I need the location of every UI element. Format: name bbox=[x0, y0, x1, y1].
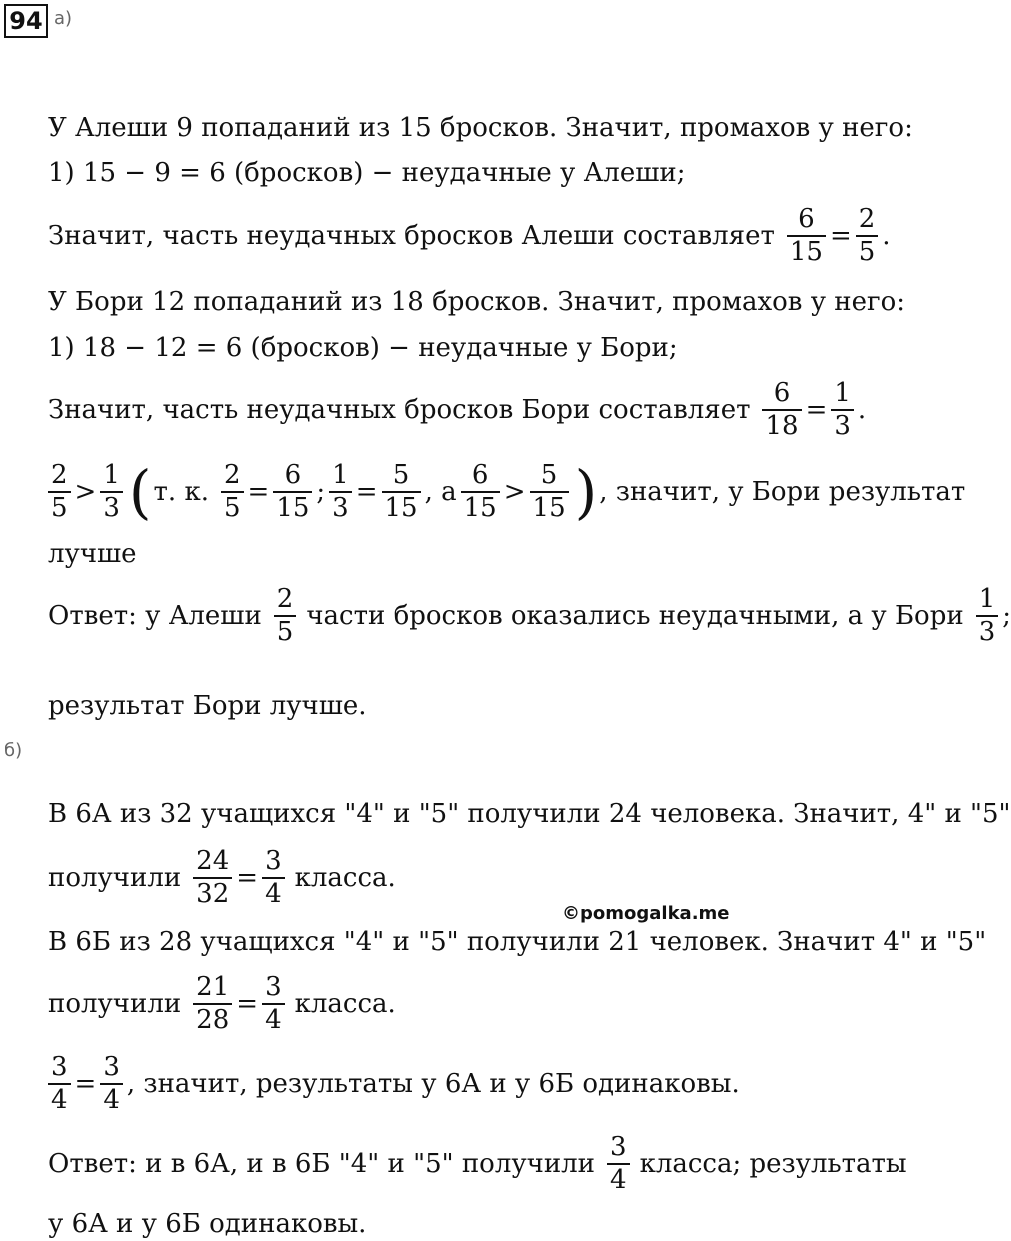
denominator: 4 bbox=[100, 1083, 123, 1114]
equals-sign: = bbox=[236, 863, 259, 894]
part-b-line-2 bbox=[48, 848, 396, 909]
text: Значит, часть неудачных бросков Алеши составляет bbox=[48, 221, 775, 252]
period: . bbox=[882, 221, 891, 252]
equals-sign: = bbox=[829, 221, 852, 252]
text: получили bbox=[48, 989, 182, 1020]
denominator: 3 bbox=[329, 491, 352, 522]
text-end: класса. bbox=[294, 863, 396, 894]
part-a-line-3 bbox=[48, 206, 891, 267]
numerator: 1 bbox=[834, 378, 851, 408]
numerator: 1 bbox=[978, 584, 996, 614]
text-end: класса. bbox=[294, 989, 396, 1020]
equals-sign: = bbox=[247, 477, 270, 508]
numerator: 6 bbox=[284, 460, 302, 490]
numerator: 24 bbox=[196, 846, 230, 876]
fraction bbox=[461, 462, 500, 523]
left-paren: ( bbox=[128, 458, 152, 527]
task-number: 94 bbox=[4, 4, 48, 38]
numerator: 1 bbox=[103, 460, 120, 490]
part-b-answer-continued: у 6А и у 6Б одинаковы. bbox=[48, 1209, 367, 1239]
numerator: 2 bbox=[51, 460, 68, 490]
greater-sign: > bbox=[74, 477, 97, 508]
denominator: 28 bbox=[193, 1003, 232, 1034]
equals-sign: = bbox=[74, 1069, 97, 1100]
fraction bbox=[329, 462, 352, 523]
part-b-line-4 bbox=[48, 974, 396, 1035]
equals-sign: = bbox=[355, 477, 378, 508]
watermark: ©pomogalka.me bbox=[562, 903, 730, 924]
answer-end: класса; результаты bbox=[639, 1149, 907, 1180]
equals-sign: = bbox=[805, 395, 828, 426]
numerator: 2 bbox=[223, 460, 241, 490]
denominator: 15 bbox=[382, 491, 421, 522]
fraction bbox=[262, 974, 285, 1035]
fraction bbox=[273, 462, 312, 523]
fraction bbox=[193, 974, 232, 1035]
part-a-label: а) bbox=[54, 8, 73, 29]
numerator: 6 bbox=[773, 378, 791, 408]
fraction bbox=[100, 1054, 123, 1115]
part-b-answer bbox=[48, 1134, 907, 1195]
semicolon: ; bbox=[316, 477, 326, 508]
comma-a: , а bbox=[424, 477, 457, 508]
semicolon: ; bbox=[1002, 601, 1011, 632]
part-b-line-1: В 6А из 32 учащихся "4" и "5" получили 24 человека. Значит, 4" и "5" bbox=[48, 799, 1011, 829]
part-a-line-2: 1) 15 − 9 = 6 (бросков) − неудачные у Алеши; bbox=[48, 158, 686, 188]
part-a-line-7 bbox=[44, 458, 966, 527]
part-a-line-5: 1) 18 − 12 = 6 (бросков) − неудачные у Бори; bbox=[48, 333, 678, 363]
numerator: 2 bbox=[276, 584, 294, 614]
fraction bbox=[787, 206, 826, 267]
denominator: 5 bbox=[48, 491, 71, 522]
fraction bbox=[530, 462, 569, 523]
denominator: 4 bbox=[48, 1083, 71, 1114]
answer-middle: части бросков оказались неудачными, а у Бори bbox=[306, 601, 964, 632]
numerator: 5 bbox=[540, 460, 558, 490]
denominator: 4 bbox=[262, 1003, 285, 1034]
numerator: 3 bbox=[265, 972, 282, 1002]
part-a-line-1: У Алеши 9 попаданий из 15 бросков. Значит, промахов у него: bbox=[48, 113, 913, 143]
fraction bbox=[831, 380, 854, 441]
part-b-label: б) bbox=[4, 740, 23, 761]
part-a-line-6 bbox=[48, 380, 866, 441]
fraction bbox=[48, 1054, 71, 1115]
fraction bbox=[262, 848, 285, 909]
numerator: 3 bbox=[265, 846, 282, 876]
numerator: 21 bbox=[196, 972, 230, 1002]
denominator: 4 bbox=[262, 877, 285, 908]
greater-sign: > bbox=[503, 477, 526, 508]
equals-sign: = bbox=[236, 989, 259, 1020]
fraction bbox=[274, 586, 297, 647]
part-b-line-5 bbox=[44, 1054, 740, 1115]
period: . bbox=[857, 395, 867, 426]
part-a-line-8: лучше bbox=[48, 539, 137, 569]
fraction bbox=[762, 380, 801, 441]
numerator: 2 bbox=[858, 204, 876, 234]
numerator: 1 bbox=[332, 460, 349, 490]
fraction bbox=[976, 586, 999, 647]
fraction bbox=[221, 462, 244, 523]
denominator: 15 bbox=[787, 235, 826, 266]
part-a-answer-continued: результат Бори лучше. bbox=[48, 691, 367, 721]
text: получили bbox=[48, 863, 182, 894]
numerator: 3 bbox=[51, 1052, 68, 1082]
numerator: 5 bbox=[392, 460, 410, 490]
denominator: 5 bbox=[856, 235, 879, 266]
denominator: 3 bbox=[831, 409, 854, 440]
right-paren: ) bbox=[574, 458, 598, 527]
denominator: 15 bbox=[530, 491, 569, 522]
denominator: 15 bbox=[461, 491, 500, 522]
answer-start: Ответ: у Алеши bbox=[48, 601, 262, 632]
numerator: 3 bbox=[610, 1132, 627, 1162]
part-a-line-4: У Бори 12 попаданий из 18 бросков. Значит, промахов у него: bbox=[48, 287, 906, 317]
conclusion-text: , значит, у Бори результат bbox=[599, 477, 966, 508]
answer-start: Ответ: и в 6А, и в 6Б "4" и "5" получили bbox=[48, 1149, 596, 1180]
fraction bbox=[607, 1134, 630, 1195]
numerator: 3 bbox=[103, 1052, 120, 1082]
fraction bbox=[856, 206, 879, 267]
part-b-line-3: В 6Б из 28 учащихся "4" и "5" получили 21 человек. Значит 4" и "5" bbox=[48, 927, 987, 957]
denominator: 15 bbox=[273, 491, 312, 522]
tk-text: т. к. bbox=[153, 477, 209, 508]
fraction bbox=[48, 462, 71, 523]
text: Значит, часть неудачных бросков Бори составляет bbox=[48, 395, 751, 426]
numerator: 6 bbox=[798, 204, 815, 234]
denominator: 3 bbox=[100, 491, 123, 522]
fraction bbox=[100, 462, 123, 523]
conclusion-text: , значит, результаты у 6А и у 6Б одинаковы. bbox=[126, 1069, 740, 1100]
denominator: 18 bbox=[762, 409, 801, 440]
numerator: 6 bbox=[471, 460, 489, 490]
denominator: 5 bbox=[274, 615, 297, 646]
fraction bbox=[193, 848, 232, 909]
denominator: 4 bbox=[607, 1163, 630, 1194]
denominator: 3 bbox=[976, 615, 999, 646]
denominator: 32 bbox=[193, 877, 232, 908]
denominator: 5 bbox=[221, 491, 244, 522]
part-a-answer bbox=[48, 586, 1011, 647]
fraction bbox=[382, 462, 421, 523]
